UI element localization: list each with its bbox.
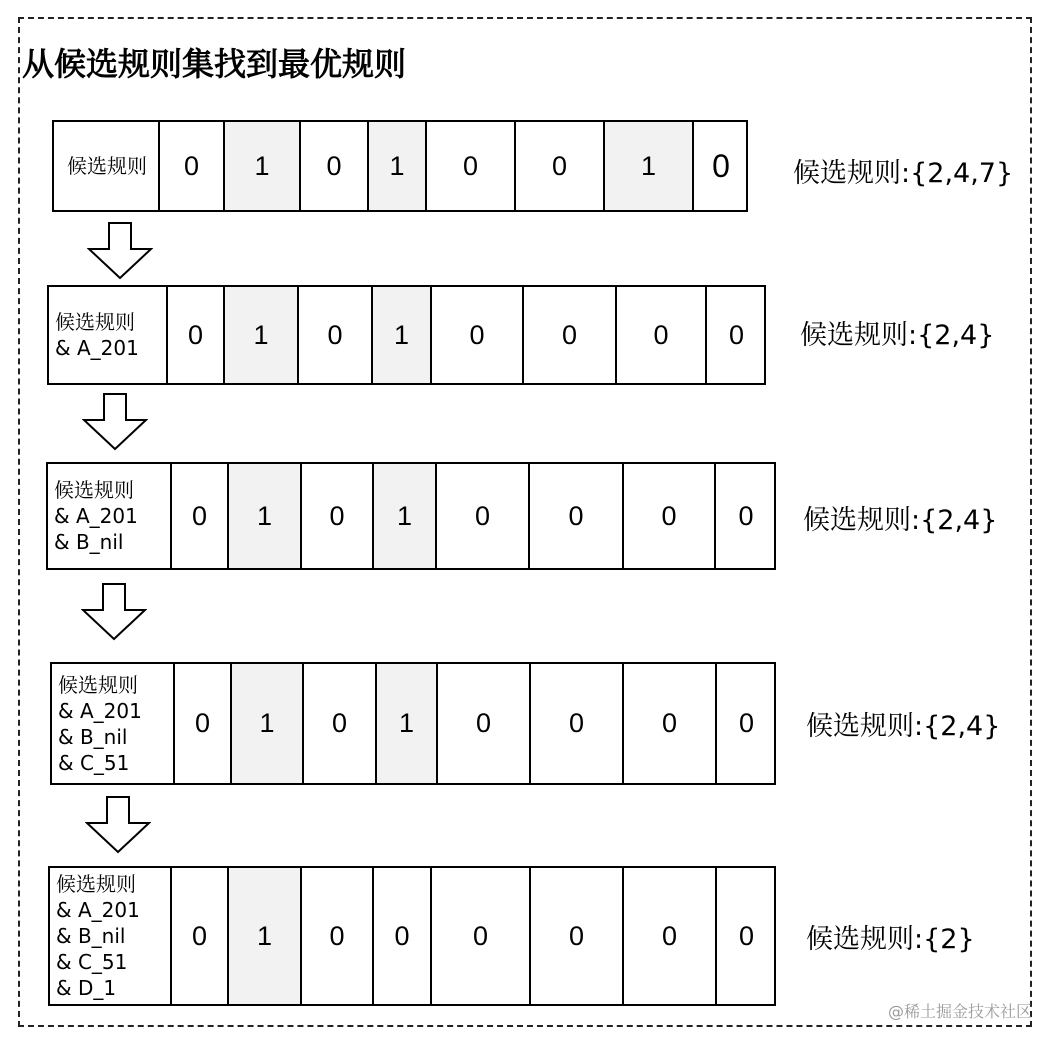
rule-row [46,462,776,570]
bit-cell: 0 [425,122,514,210]
bit-cell: 0 [529,664,622,783]
bit-cell: 0 [714,464,776,568]
bit-cell: 0 [715,868,776,1004]
rule-row [52,120,748,212]
rule-label-line: 候选规则 [58,672,138,697]
bit-cell: 0 [297,287,371,383]
rule-label [52,664,175,783]
bit-cell: 0 [528,464,622,568]
rule-label-line: & B_nil [58,724,128,749]
bit-cell: 1 [223,122,299,210]
bit-cell: 0 [622,464,714,568]
result-text: 候选规则:{2,4} [806,711,1001,742]
rule-label-line: 候选规则 [54,478,134,502]
bit-cell: 0 [430,287,522,383]
bit-cell: 0 [529,868,622,1004]
rule-row [50,662,776,785]
bit-cell: 0 [170,464,227,568]
result-text: 候选规则:{2,4} [800,320,995,351]
bit-cell: 1 [227,464,300,568]
rule-label-line: & A_201 [56,898,140,922]
rule-label-line: 候选规则 [67,154,147,178]
rule-label-line: & A_201 [54,504,138,528]
rule-row [47,285,766,385]
down-arrow-icon [82,393,148,451]
diagram-title: 从候选规则集找到最优规则 [22,45,407,83]
rule-label-line: 候选规则 [55,310,135,334]
down-arrow-icon [87,222,153,280]
bit-cell: 0 [299,122,367,210]
rule-label-line: & B_nil [54,530,124,554]
bit-cell: 0 [622,868,715,1004]
bit-cell: 1 [603,122,692,210]
bit-cell: 0 [170,868,227,1004]
watermark: @稀土掘金技术社区 [887,1002,1032,1021]
bit-cell: 1 [230,664,302,783]
bit-cell: 0 [302,664,375,783]
rule-label [50,868,172,1004]
bit-cell: 0 [173,664,230,783]
bit-cell: 0 [522,287,615,383]
rule-label-line: & C_51 [58,750,130,775]
bit-cell: 0 [436,664,529,783]
bit-cell: 0 [372,868,430,1004]
bit-cell: 0 [715,664,776,783]
bit-cell: 0 [300,464,372,568]
bit-cell: 0 [158,122,223,210]
bit-cell: 1 [375,664,436,783]
bit-cell: 0 [300,868,372,1004]
rule-label [54,122,160,210]
bit-cell: 1 [227,868,300,1004]
result-text: 候选规则:{2,4,7} [793,158,1014,189]
result-text: 候选规则:{2,4} [803,505,998,536]
bit-cell: 0 [430,868,529,1004]
rule-label-line: & D_1 [56,976,117,1000]
rule-label-line: & A_201 [58,698,142,723]
bit-cell: 0 [692,122,748,210]
rule-label [48,464,172,568]
bit-cell: 1 [371,287,430,383]
rule-label-line: & B_nil [56,924,126,948]
down-arrow-icon [81,583,147,641]
bit-cell: 0 [705,287,766,383]
bit-cell: 1 [367,122,425,210]
rule-row [48,866,776,1006]
rule-label [49,287,168,383]
rule-label-line: 候选规则 [56,872,136,896]
rule-label-line: & A_201 [55,336,139,360]
bit-cell: 0 [166,287,223,383]
bit-cell: 1 [223,287,297,383]
down-arrow-icon [85,796,151,854]
bit-cell: 1 [372,464,435,568]
result-text: 候选规则:{2} [806,924,975,955]
bit-cell: 0 [435,464,528,568]
bit-cell: 0 [615,287,705,383]
bit-cell: 0 [622,664,715,783]
rule-label-line: & C_51 [56,950,128,974]
bit-cell: 0 [514,122,603,210]
